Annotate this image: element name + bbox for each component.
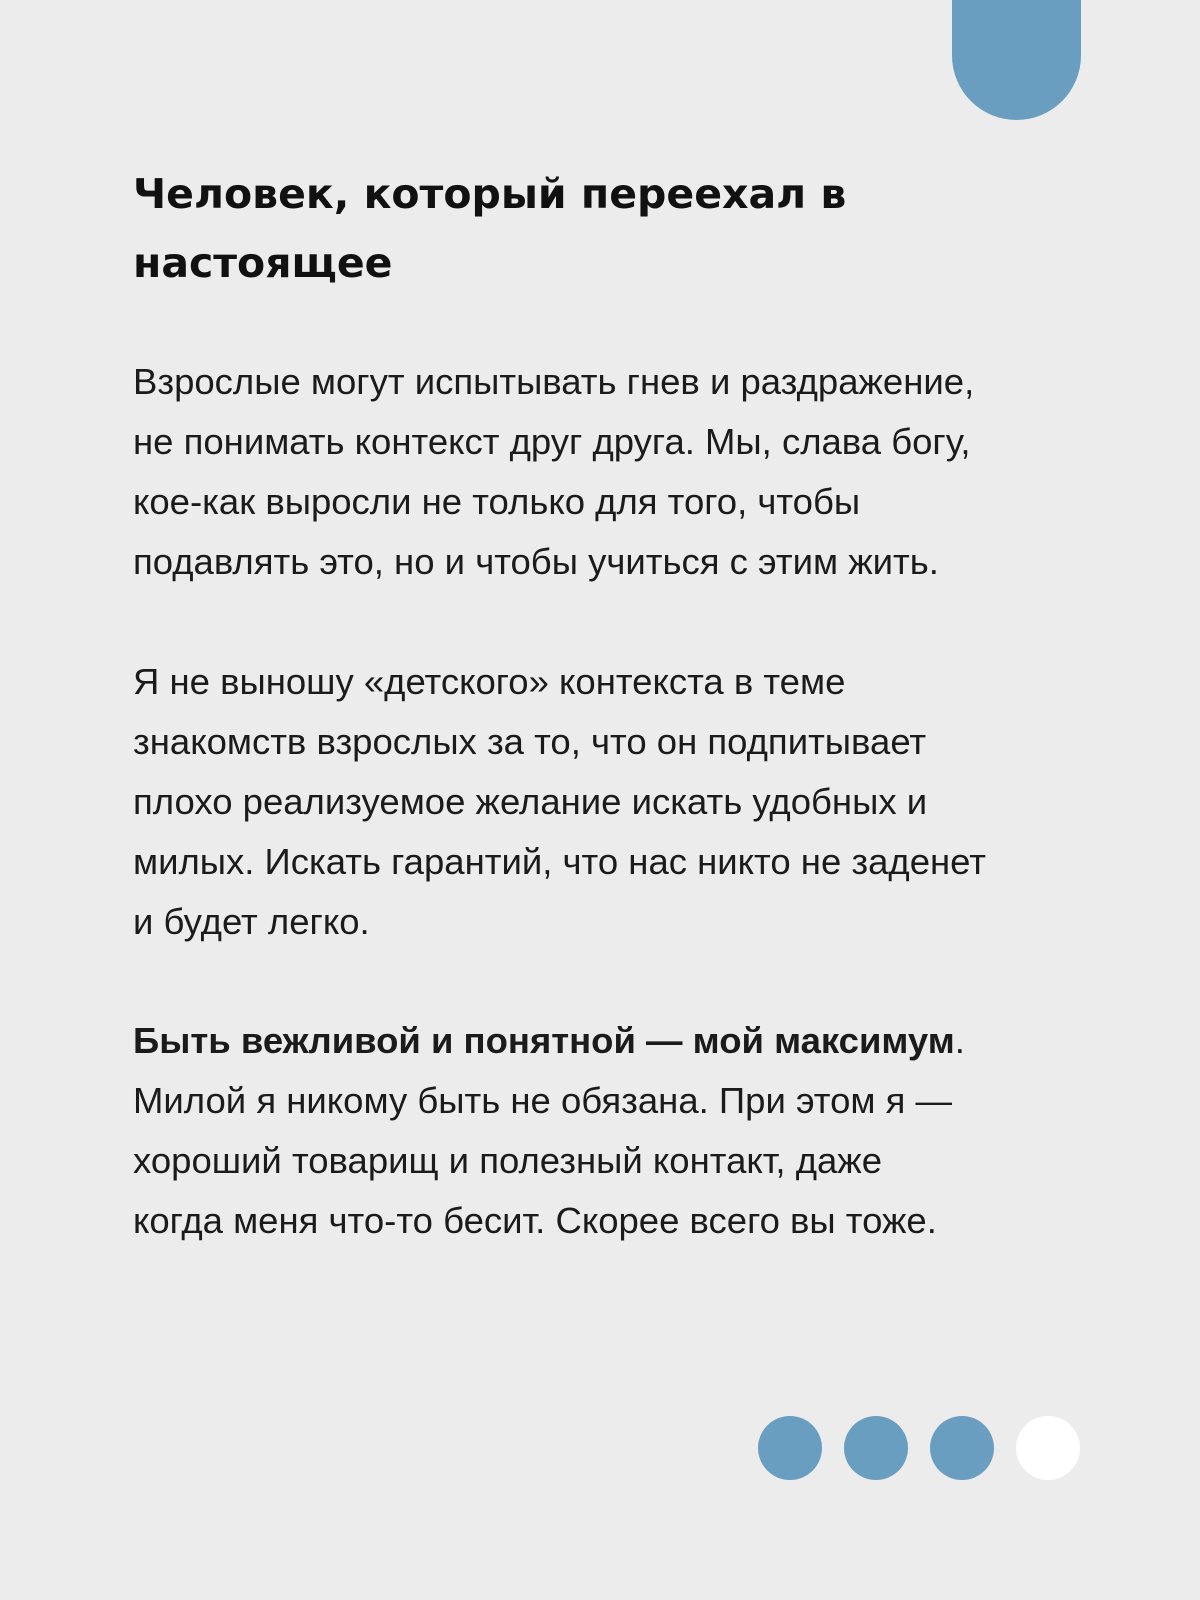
heading-line: Человек, который переехал в: [133, 170, 847, 218]
paragraph-line: Я не выношу «детского» контекста в теме: [133, 661, 846, 702]
paragraph-line: Взрослые могут испытывать гнев и раздражение,: [133, 361, 975, 402]
page-dot-3[interactable]: [930, 1416, 994, 1480]
page-dot-1[interactable]: [758, 1416, 822, 1480]
paragraph-line: подавлять это, но и чтобы учиться с этим жить.: [133, 541, 939, 582]
paragraph-line: плохо реализуемое желание искать удобных и: [133, 781, 928, 822]
paragraph-line: кое-как выросли не только для того, чтобы: [133, 481, 861, 522]
paragraph-line: [133, 1011, 1093, 1071]
paragraph-3: [133, 1011, 1093, 1251]
paragraph-line: Милой я никому быть не обязана. При этом я —: [133, 1080, 953, 1121]
paragraph-line: не понимать контекст друг друга. Мы, слава богу,: [133, 421, 971, 462]
slide-heading: [133, 160, 1063, 298]
paragraph-line: знакомств взрослых за то, что он подпитывает: [133, 721, 927, 762]
statement-period: .: [954, 1020, 965, 1061]
heading-line: настоящее: [133, 239, 393, 287]
paragraph-line: милых. Искать гарантий, что нас никто не заденет: [133, 841, 986, 882]
page-dot-4[interactable]: [1016, 1416, 1080, 1480]
paragraph-line: хороший товарищ и полезный контакт, даже: [133, 1140, 883, 1181]
paragraph-line: и будет легко.: [133, 901, 370, 942]
top-accent-tab: [952, 0, 1081, 120]
page-dot-2[interactable]: [844, 1416, 908, 1480]
paragraph-line: когда меня что-то бесит. Скорее всего вы тоже.: [133, 1200, 937, 1241]
pagination-dots: [758, 1416, 1081, 1480]
bold-statement: Быть вежливой и понятной — мой максимум: [133, 1020, 955, 1061]
paragraph-2: [133, 652, 1093, 952]
paragraph-1: [133, 352, 1093, 592]
